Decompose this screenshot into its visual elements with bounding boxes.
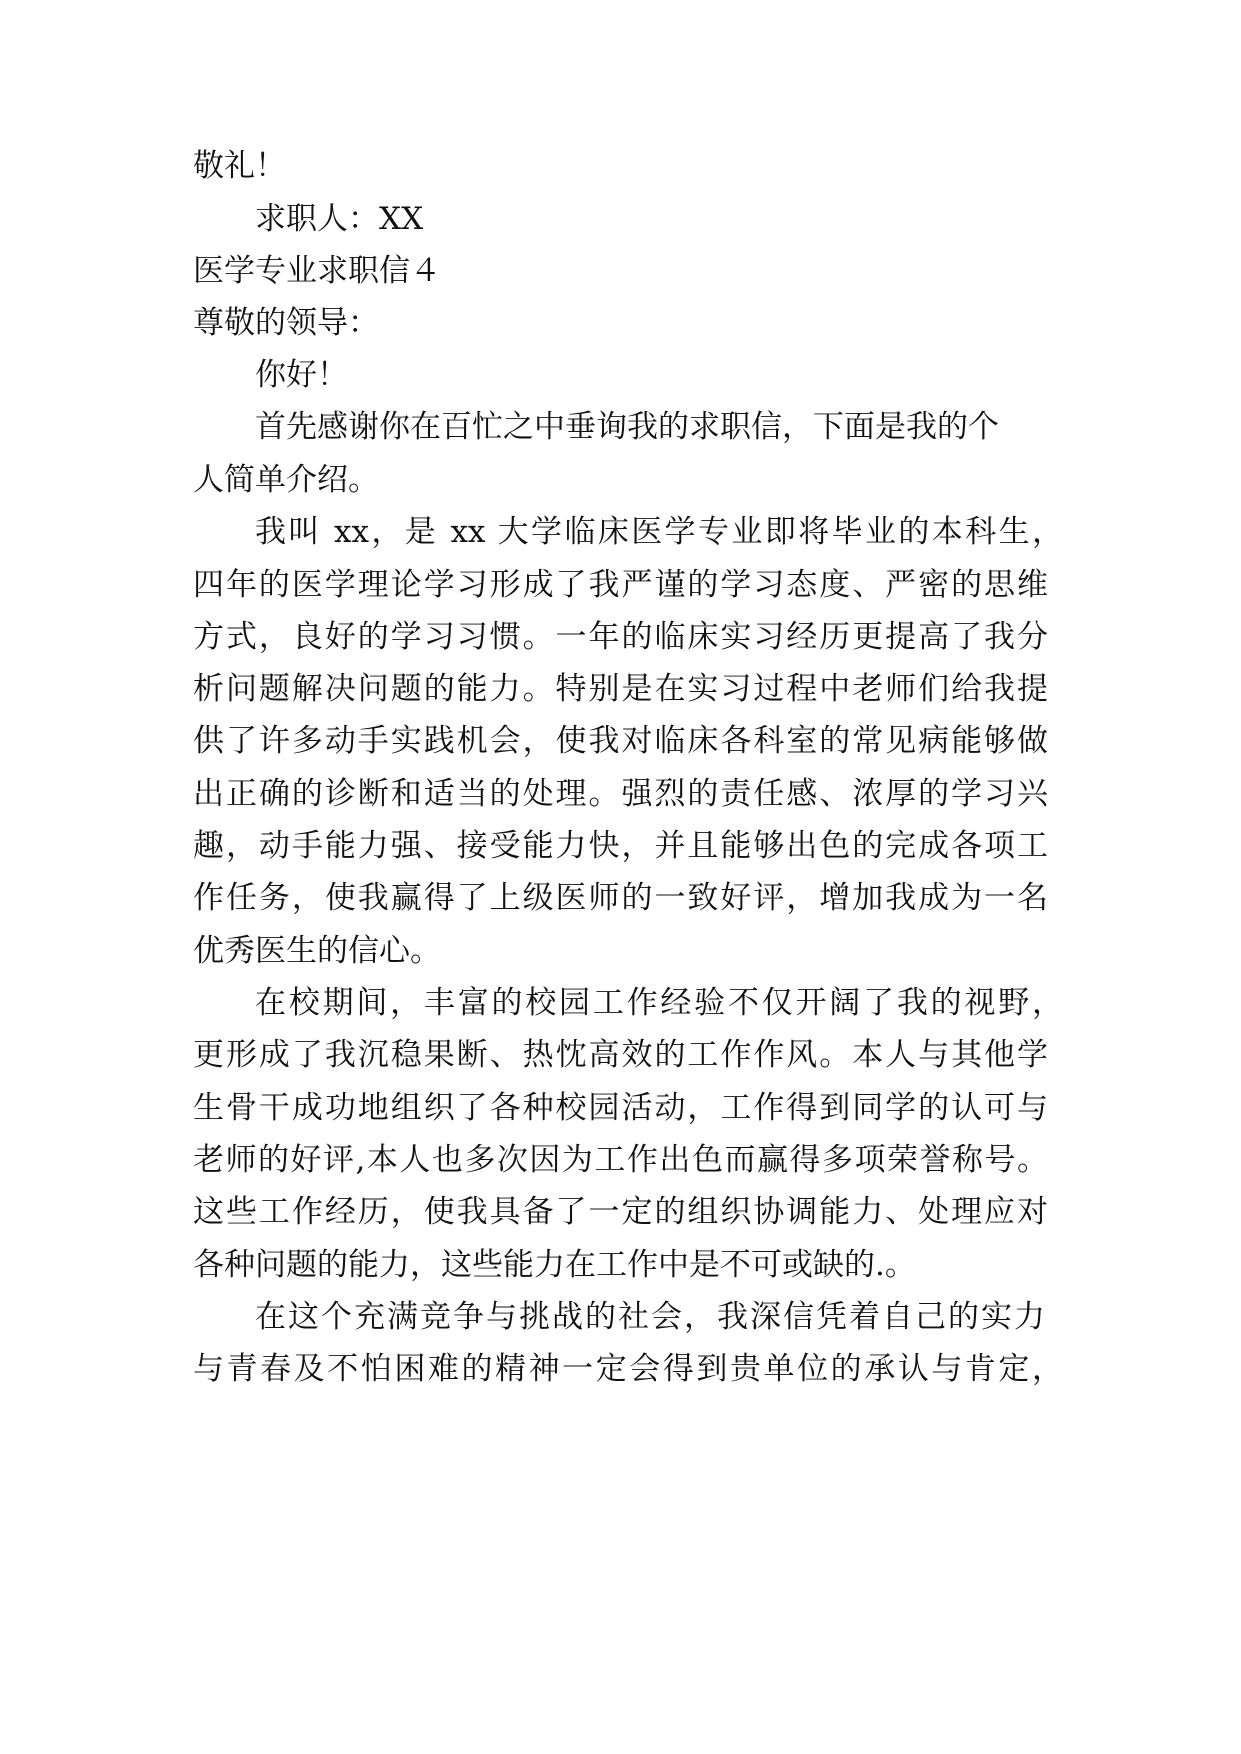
paragraph-line: 优秀医生的信心。: [193, 933, 441, 969]
paragraph-line: 我叫 xx，是 xx 大学临床医学专业即将毕业的本科生，: [255, 514, 1063, 550]
paragraph-line: 方式，良好的学习习惯。一年的临床实习经历更提高了我分: [193, 619, 1048, 655]
paragraph-line: 人简单介绍。: [193, 462, 379, 498]
paragraph-line: 作任务，使我赢得了上级医师的一致好评，增加我成为一名: [193, 880, 1048, 916]
paragraph-line: 更形成了我沉稳果断、热忱高效的工作作风。本人与其他学: [193, 1037, 1048, 1073]
paragraph-line: 与青春及不怕困难的精神一定会得到贵单位的承认与肯定，: [193, 1351, 1063, 1387]
paragraph-line: 供了许多动手实践机会，使我对临床各科室的常见病能够做: [193, 723, 1048, 759]
paragraph-line: 这些工作经历，使我具备了一定的组织协调能力、处理应对: [193, 1194, 1048, 1230]
paragraph-line: 趣，动手能力强、接受能力快，并且能够出色的完成各项工: [193, 828, 1048, 864]
paragraph-line: 首先感谢你在百忙之中垂询我的求职信，下面是我的个: [255, 409, 999, 445]
paragraph-line: 四年的医学理论学习形成了我严谨的学习态度、严密的思维: [193, 567, 1048, 603]
paragraph-line: 各种问题的能力，这些能力在工作中是不可或缺的.。: [193, 1247, 916, 1283]
signature-line: 求职人：XX: [255, 201, 424, 237]
paragraph-line: 在这个充满竞争与挑战的社会，我深信凭着自己的实力: [255, 1299, 1045, 1335]
letter-heading: 医学专业求职信４: [193, 253, 441, 289]
paragraph-line: 老师的好评,本人也多次因为工作出色而赢得多项荣誉称号。: [193, 1142, 1048, 1178]
paragraph-line: 在校期间，丰富的校园工作经验不仅开阔了我的视野，: [255, 985, 1063, 1021]
greeting-line: 你好！: [255, 357, 348, 393]
paragraph-line: 生骨干成功地组织了各种校园活动，工作得到同学的认可与: [193, 1090, 1048, 1126]
salutation-line: 尊敬的领导：: [193, 305, 379, 341]
paragraph-line: 出正确的诊断和适当的处理。强烈的责任感、浓厚的学习兴: [193, 776, 1048, 812]
paragraph-line: 析问题解决问题的能力。特别是在实习过程中老师们给我提: [193, 671, 1048, 707]
closing-line: 敬礼！: [193, 148, 286, 184]
